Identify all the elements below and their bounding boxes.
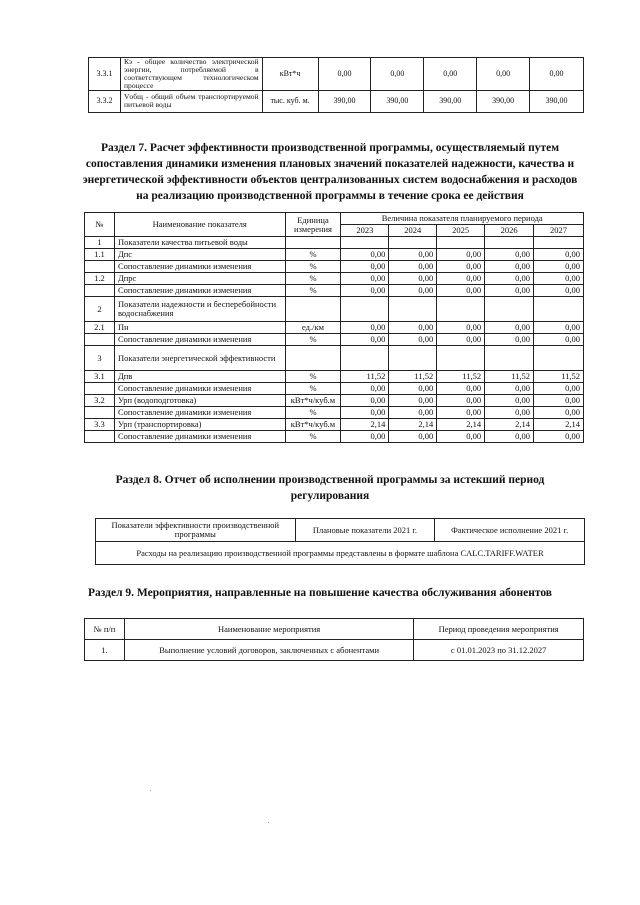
col-unit-header: Единица измерения (285, 213, 341, 237)
row-unit: ед./км (285, 322, 341, 334)
row-value: 0,00 (485, 273, 534, 285)
row-value: 0,00 (534, 249, 584, 261)
table-row (85, 297, 584, 322)
table-row (85, 431, 584, 443)
row-unit: тыс. куб. м. (262, 90, 318, 112)
row-value: 390,00 (477, 90, 530, 112)
row-unit: % (285, 249, 341, 261)
col-num-header: № (85, 213, 115, 237)
row-value: 0,00 (485, 395, 534, 407)
row-number: 1.2 (85, 273, 115, 285)
row-unit: кВт*ч (262, 58, 318, 91)
row-number: 3.1 (85, 371, 115, 383)
year-header: 2023 (341, 225, 389, 237)
row-value: 0,00 (437, 261, 485, 273)
row-value: 0,00 (341, 431, 389, 443)
row-value: 0,00 (485, 383, 534, 395)
table-row (85, 407, 584, 419)
row-indicator-name: Показатели энергетической эффективности (114, 346, 285, 371)
row-value: 0,00 (437, 322, 485, 334)
year-header: 2027 (534, 225, 584, 237)
row-value: 0,00 (424, 58, 477, 91)
row-unit: кВт*ч/куб.м (285, 419, 341, 431)
table-row (85, 285, 584, 297)
row-value: 0,00 (341, 285, 389, 297)
row-number (85, 407, 115, 419)
row-value: 11,52 (485, 371, 534, 383)
year-header: 2024 (389, 225, 437, 237)
row-indicator-name: Сопоставление динамики изменения (114, 383, 285, 395)
row-value (341, 297, 389, 322)
row-value: 2,14 (534, 419, 584, 431)
row-value (534, 346, 584, 371)
row-value: 390,00 (318, 90, 371, 112)
col-num-header: № п/п (85, 619, 125, 640)
row-value: 0,00 (485, 322, 534, 334)
table-row (85, 371, 584, 383)
scan-speck (268, 822, 269, 823)
row-unit: кВт*ч/куб.м (285, 395, 341, 407)
row-value: 0,00 (534, 395, 584, 407)
row-value: 0,00 (437, 407, 485, 419)
row-description: Vобщ - общий объем транспортируемой питьевой воды (120, 90, 262, 112)
table-header-row (85, 619, 584, 640)
table-row (85, 322, 584, 334)
row-number: 2 (85, 297, 115, 322)
row-unit: % (285, 334, 341, 346)
row-number (85, 261, 115, 273)
row-value (534, 237, 584, 249)
row-value: 0,00 (437, 334, 485, 346)
row-value: 0,00 (534, 285, 584, 297)
row-unit: % (285, 371, 341, 383)
row-unit (285, 346, 341, 371)
row-number: 3 (85, 346, 115, 371)
row-indicator-name: Сопоставление динамики изменения (114, 285, 285, 297)
row-number (85, 431, 115, 443)
row-number: 1 (85, 237, 115, 249)
row-indicator-name: Дпв (114, 371, 285, 383)
row-value: 0,00 (341, 334, 389, 346)
row-value: 0,00 (389, 334, 437, 346)
row-value: 0,00 (437, 249, 485, 261)
row-value: 0,00 (341, 249, 389, 261)
row-value: 0,00 (534, 431, 584, 443)
table-row (85, 334, 584, 346)
row-value: 0,00 (534, 383, 584, 395)
table-row (89, 58, 584, 91)
col-period-header: Период проведения мероприятия (414, 619, 584, 640)
col-indicators-header: Показатели эффективности производственной программы (96, 519, 296, 542)
row-value (389, 346, 437, 371)
report-note: Расходы на реализацию производственной программы представлены в формате шаблона CALC.TARIFF.WATER (96, 542, 585, 565)
measure-num: 1. (85, 640, 125, 661)
row-value: 0,00 (534, 322, 584, 334)
row-indicator-name: Сопоставление динамики изменения (114, 407, 285, 419)
row-value: 0,00 (485, 431, 534, 443)
row-value: 11,52 (437, 371, 485, 383)
row-value: 0,00 (437, 383, 485, 395)
row-number: 3.2 (85, 395, 115, 407)
row-value: 0,00 (341, 322, 389, 334)
row-value (437, 297, 485, 322)
row-indicator-name: Сопоставление динамики изменения (114, 334, 285, 346)
row-value: 0,00 (389, 431, 437, 443)
row-value: 0,00 (389, 407, 437, 419)
row-value: 0,00 (485, 407, 534, 419)
row-unit: % (285, 383, 341, 395)
row-unit: % (285, 431, 341, 443)
col-period-header: Величина показателя планируемого периода (341, 213, 584, 225)
table-row (85, 273, 584, 285)
row-value (485, 237, 534, 249)
row-number (85, 383, 115, 395)
section9-title: Раздел 9. Мероприятия, направленные на повышение качества обслуживания абонентов (87, 587, 552, 599)
row-number: 2.1 (85, 322, 115, 334)
col-planned-header: Плановые показатели 2021 г. (295, 519, 435, 542)
row-unit: % (285, 261, 341, 273)
row-value: 0,00 (389, 273, 437, 285)
row-value: 0,00 (530, 58, 584, 91)
row-indicator-name: Дпс (114, 249, 285, 261)
row-indicator-name: Сопоставление динамики изменения (114, 261, 285, 273)
scan-speck (150, 790, 151, 791)
table-row (89, 90, 584, 112)
row-value: 0,00 (485, 249, 534, 261)
indicators-continuation-table (88, 57, 584, 113)
row-number: 1.1 (85, 249, 115, 261)
table-row (85, 249, 584, 261)
row-value: 0,00 (534, 407, 584, 419)
row-value: 0,00 (437, 273, 485, 285)
row-value: 2,14 (389, 419, 437, 431)
row-indicator-name: Пн (114, 322, 285, 334)
row-value (389, 237, 437, 249)
row-value: 0,00 (534, 261, 584, 273)
row-value: 0,00 (485, 285, 534, 297)
section7-title: Раздел 7. Расчет эффективности производственной программы, осуществляемый путем сопоставления динамики изменения плановых значений показателей надежности, качества и энергетической эффективности объектов централизованных систем водоснабжения и расходов на реализацию производственной программы в течение срока ее действия (82, 142, 578, 202)
row-value (485, 346, 534, 371)
year-header: 2025 (437, 225, 485, 237)
row-value: 0,00 (389, 249, 437, 261)
row-value: 390,00 (530, 90, 584, 112)
report-table (95, 518, 585, 565)
row-indicator-name: Урп (водоподготовка) (114, 395, 285, 407)
row-value: 0,00 (534, 273, 584, 285)
row-value (389, 297, 437, 322)
row-value (437, 346, 485, 371)
row-value: 0,00 (485, 334, 534, 346)
row-value: 0,00 (341, 407, 389, 419)
row-value: 390,00 (424, 90, 477, 112)
row-value: 0,00 (389, 285, 437, 297)
row-value: 0,00 (389, 395, 437, 407)
row-unit (285, 297, 341, 322)
row-value: 0,00 (437, 431, 485, 443)
row-value: 0,00 (534, 334, 584, 346)
row-value: 0,00 (437, 395, 485, 407)
row-number: 3.3.2 (89, 90, 121, 112)
row-indicator-name: Дпрс (114, 273, 285, 285)
row-description: Кэ - общее количество электрической энергии, потребляемой в соответствующем технологическом процессе (120, 58, 262, 91)
row-value: 0,00 (389, 383, 437, 395)
table-row (85, 383, 584, 395)
row-value (341, 346, 389, 371)
row-number (85, 285, 115, 297)
table-row (85, 237, 584, 249)
row-unit: % (285, 285, 341, 297)
row-value (534, 297, 584, 322)
row-value: 2,14 (341, 419, 389, 431)
table-row (85, 346, 584, 371)
row-value: 0,00 (318, 58, 371, 91)
table-row (96, 542, 585, 565)
row-unit: % (285, 273, 341, 285)
row-unit (285, 237, 341, 249)
measure-period: с 01.01.2023 по 31.12.2027 (414, 640, 584, 661)
row-value: 0,00 (341, 273, 389, 285)
year-header: 2026 (485, 225, 534, 237)
row-value: 2,14 (485, 419, 534, 431)
measure-name: Выполнение условий договоров, заключенных с абонентами (124, 640, 413, 661)
col-measure-header: Наименование мероприятия (124, 619, 413, 640)
row-indicator-name: Показатели надежности и бесперебойности водоснабжения (114, 297, 285, 322)
row-value: 11,52 (341, 371, 389, 383)
row-indicator-name: Показатели качества питьевой воды (114, 237, 285, 249)
table-header-row (85, 213, 584, 225)
row-value: 0,00 (437, 285, 485, 297)
row-value: 11,52 (389, 371, 437, 383)
efficiency-table (84, 212, 584, 443)
row-indicator-name: Сопоставление динамики изменения (114, 431, 285, 443)
row-number: 3.3 (85, 419, 115, 431)
row-value: 0,00 (485, 261, 534, 273)
row-value (437, 237, 485, 249)
col-actual-header: Фактическое исполнение 2021 г. (435, 519, 585, 542)
row-number: 3.3.1 (89, 58, 121, 91)
row-indicator-name: Урп (транспортировка) (114, 419, 285, 431)
row-value: 0,00 (389, 322, 437, 334)
row-value: 0,00 (341, 395, 389, 407)
row-unit: % (285, 407, 341, 419)
measures-table (84, 618, 584, 661)
table-row (85, 419, 584, 431)
section8-title: Раздел 8. Отчет об исполнении производственной программы за истекший период регулирования (115, 474, 545, 502)
row-value: 390,00 (371, 90, 424, 112)
row-value: 0,00 (371, 58, 424, 91)
row-value: 0,00 (477, 58, 530, 91)
row-number (85, 334, 115, 346)
row-value: 0,00 (341, 383, 389, 395)
table-row (85, 395, 584, 407)
col-name-header: Наименование показателя (114, 213, 285, 237)
table-header-row (96, 519, 585, 542)
table-row (85, 261, 584, 273)
row-value: 11,52 (534, 371, 584, 383)
row-value: 0,00 (389, 261, 437, 273)
row-value: 0,00 (341, 261, 389, 273)
table-row (85, 640, 584, 661)
row-value (341, 237, 389, 249)
row-value: 2,14 (437, 419, 485, 431)
row-value (485, 297, 534, 322)
